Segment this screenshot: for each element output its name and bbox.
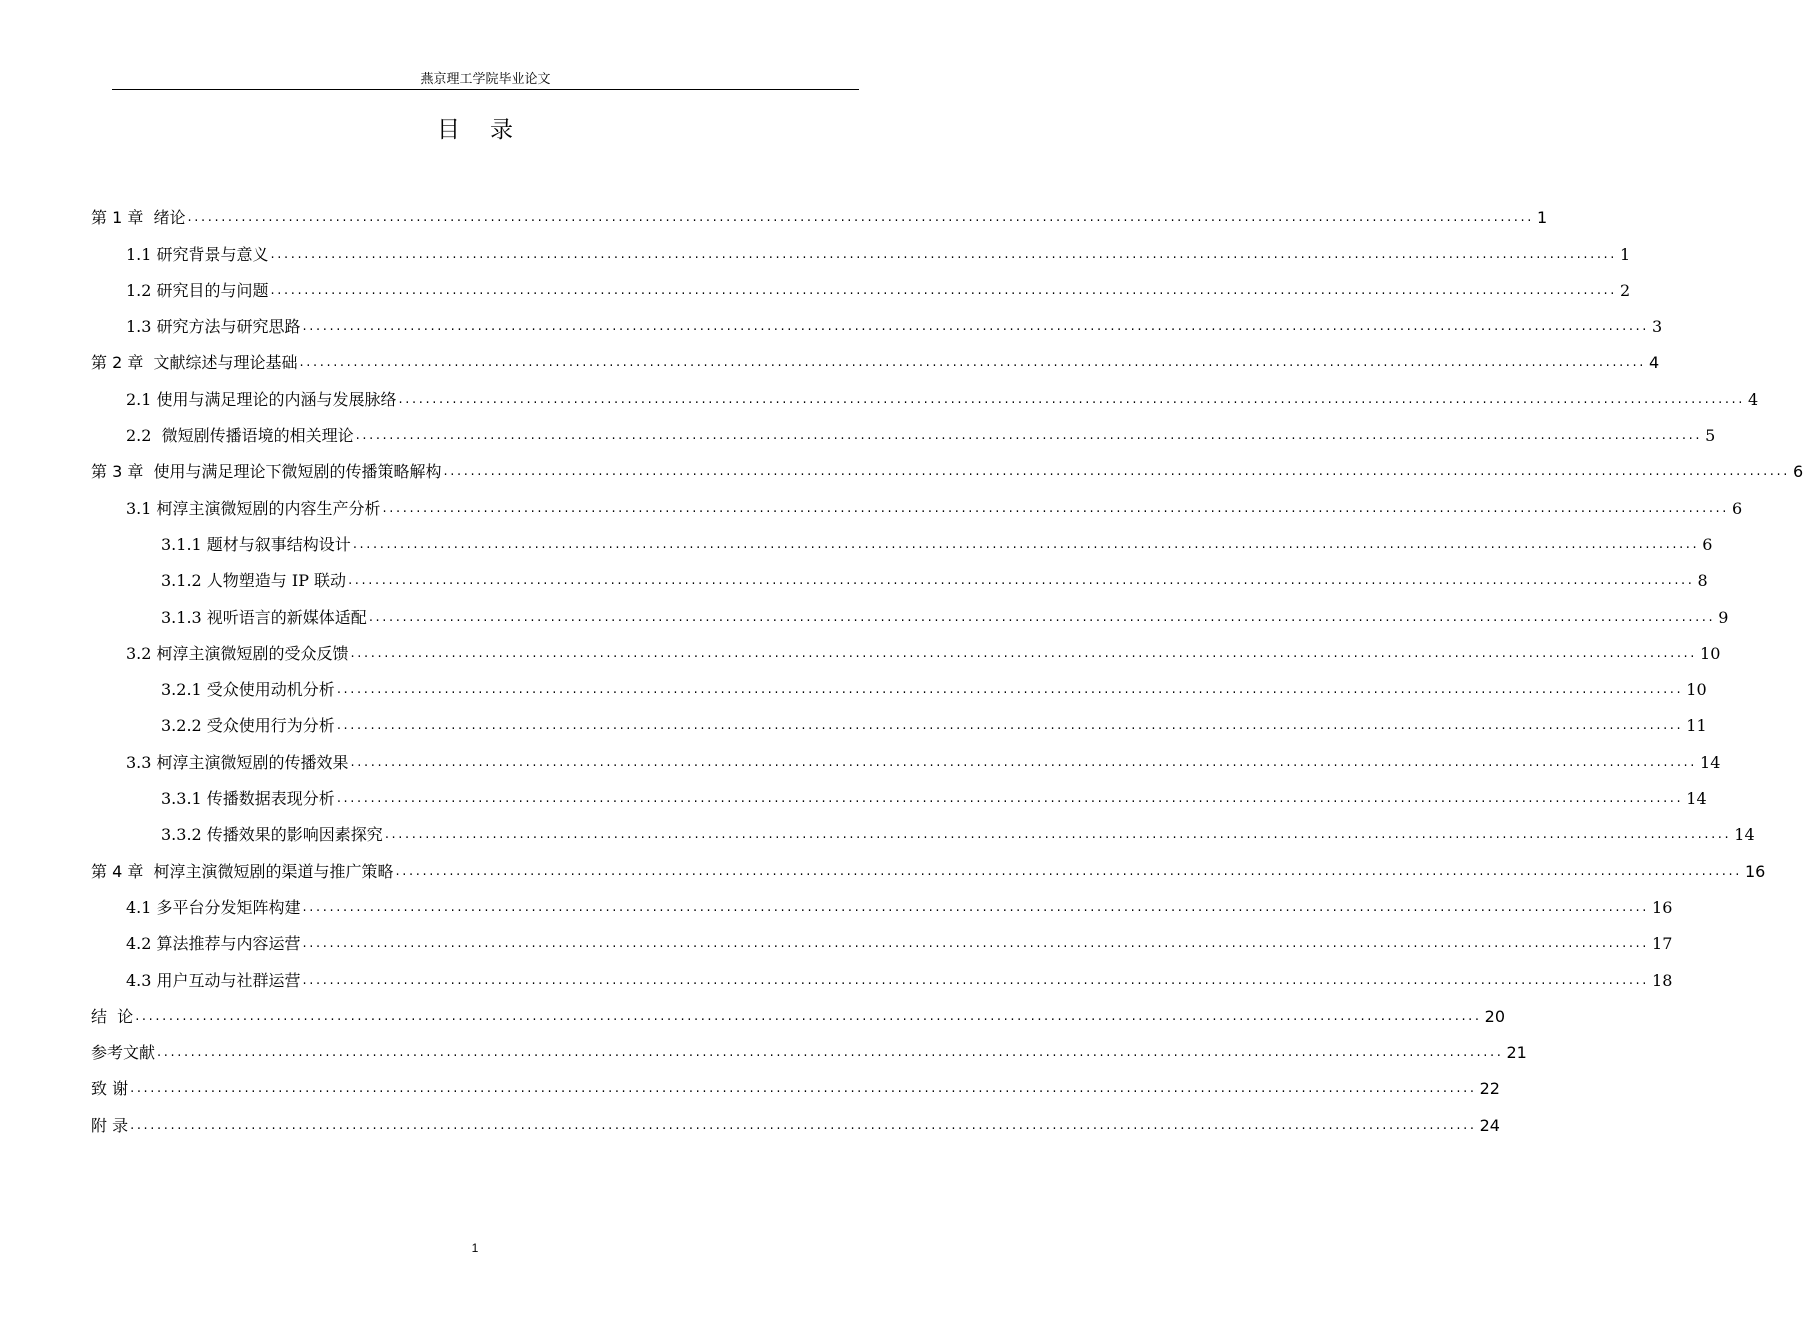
toc-entry[interactable]	[0, 960, 1673, 996]
toc-leader-dots: ........................................................................................................................................................................................................	[299, 355, 1646, 371]
toc-entry-page: 16	[1745, 861, 1766, 881]
toc-entry-page: 14	[1734, 825, 1755, 845]
toc-entry-page: 10	[1686, 680, 1707, 700]
toc-entry-page: 11	[1686, 716, 1707, 736]
toc-title: 目录	[437, 117, 543, 143]
table-of-contents	[0, 198, 1803, 1142]
toc-entry[interactable]	[0, 1105, 1500, 1141]
toc-entry[interactable]	[0, 742, 1721, 778]
toc-leader-dots: ........................................................................................................................................................................................................	[302, 972, 1650, 988]
toc-entry[interactable]	[0, 924, 1673, 960]
toc-entry-page: 14	[1700, 752, 1721, 772]
toc-entry-label: 1.3 研究方法与研究思路	[126, 317, 301, 337]
toc-entry-page: 1	[1620, 244, 1631, 264]
toc-entry[interactable]	[0, 851, 1766, 887]
toc-leader-dots: ........................................................................................................................................................................................................	[336, 718, 1684, 734]
toc-entry[interactable]	[0, 379, 1759, 415]
toc-leader-dots: ........................................................................................................................................................................................................	[187, 210, 1534, 226]
toc-entry-page: 8	[1697, 571, 1708, 591]
toc-leader-dots: ........................................................................................................................................................................................................	[130, 1117, 1477, 1133]
toc-entry-page: 16	[1652, 897, 1673, 917]
toc-entry-label: 3.2.1 受众使用动机分析	[161, 680, 335, 700]
toc-entry-label: 3.1 柯淳主演微短剧的内容生产分析	[126, 498, 381, 518]
toc-entry-label: 1.1 研究背景与意义	[126, 244, 269, 264]
toc-entry-page: 22	[1479, 1079, 1500, 1099]
toc-leader-dots: ........................................................................................................................................................................................................	[398, 391, 1746, 407]
toc-entry-page: 17	[1652, 934, 1673, 954]
toc-entry-page: 9	[1718, 607, 1729, 627]
toc-entry-label: 参考文献	[91, 1043, 156, 1063]
toc-entry[interactable]	[0, 706, 1707, 742]
toc-entry-label: 4.1 多平台分发矩阵构建	[126, 897, 301, 917]
toc-entry-label: 第 3 章 使用与满足理论下微短剧的传播策略解构	[91, 462, 442, 482]
page-number: 1	[471, 1241, 479, 1255]
toc-leader-dots: ........................................................................................................................................................................................................	[355, 428, 1703, 444]
toc-entry-label: 3.3 柯淳主演微短剧的传播效果	[126, 752, 349, 772]
toc-leader-dots: ........................................................................................................................................................................................................	[157, 1045, 1504, 1061]
toc-leader-dots: ........................................................................................................................................................................................................	[302, 936, 1650, 952]
toc-entry[interactable]	[0, 1033, 1527, 1069]
toc-entry-label: 3.3.2 传播效果的影响因素探究	[161, 825, 383, 845]
toc-entry-label: 3.1.3 视听语言的新媒体适配	[161, 607, 367, 627]
toc-leader-dots: ........................................................................................................................................................................................................	[135, 1008, 1482, 1024]
toc-entry[interactable]	[0, 888, 1673, 924]
toc-entry-page: 1	[1537, 208, 1548, 228]
toc-leader-dots: ........................................................................................................................................................................................................	[352, 536, 1700, 552]
toc-entry[interactable]	[0, 343, 1660, 379]
toc-leader-dots: ........................................................................................................................................................................................................	[350, 754, 1698, 770]
toc-entry-page: 5	[1705, 426, 1716, 446]
toc-leader-dots: ........................................................................................................................................................................................................	[302, 899, 1650, 915]
toc-entry[interactable]	[0, 271, 1631, 307]
toc-entry-page: 24	[1479, 1115, 1500, 1135]
toc-entry[interactable]	[0, 670, 1707, 706]
toc-entry-label: 第 4 章 柯淳主演微短剧的渠道与推广策略	[91, 861, 394, 881]
toc-leader-dots: ........................................................................................................................................................................................................	[443, 464, 1790, 480]
toc-leader-dots: ........................................................................................................................................................................................................	[336, 791, 1684, 807]
toc-entry-label: 致 谢	[91, 1079, 129, 1099]
toc-entry-label: 1.2 研究目的与问题	[126, 280, 269, 300]
toc-entry-label: 第 1 章 绪论	[91, 208, 186, 228]
toc-entry-label: 3.1.2 人物塑造与 IP 联动	[161, 571, 347, 591]
toc-entry-label: 3.2.2 受众使用行为分析	[161, 716, 335, 736]
toc-leader-dots: ........................................................................................................................................................................................................	[384, 827, 1732, 843]
toc-entry-page: 21	[1506, 1043, 1527, 1063]
toc-leader-dots: ........................................................................................................................................................................................................	[270, 246, 1618, 262]
toc-entry-page: 18	[1652, 970, 1673, 990]
toc-leader-dots: ........................................................................................................................................................................................................	[336, 682, 1684, 698]
toc-entry-page: 6	[1702, 534, 1713, 554]
toc-entry-label: 结 论	[91, 1006, 134, 1026]
toc-entry-page: 3	[1652, 317, 1663, 337]
toc-entry[interactable]	[0, 634, 1721, 670]
toc-entry-page: 14	[1686, 789, 1707, 809]
toc-entry-page: 2	[1620, 280, 1631, 300]
toc-entry[interactable]	[0, 452, 1803, 488]
toc-entry[interactable]	[0, 815, 1755, 851]
toc-entry-label: 3.1.1 题材与叙事结构设计	[161, 534, 351, 554]
toc-entry-label: 2.1 使用与满足理论的内涵与发展脉络	[126, 389, 397, 409]
toc-entry-page: 10	[1700, 643, 1721, 663]
toc-leader-dots: ........................................................................................................................................................................................................	[348, 573, 1695, 589]
toc-entry[interactable]	[0, 307, 1663, 343]
toc-entry[interactable]	[0, 525, 1713, 561]
toc-leader-dots: ........................................................................................................................................................................................................	[302, 319, 1650, 335]
toc-leader-dots: ........................................................................................................................................................................................................	[350, 645, 1698, 661]
toc-entry[interactable]	[0, 488, 1743, 524]
toc-entry-label: 3.2 柯淳主演微短剧的受众反馈	[126, 643, 349, 663]
toc-leader-dots: ........................................................................................................................................................................................................	[382, 500, 1730, 516]
toc-entry-page: 6	[1732, 498, 1743, 518]
toc-leader-dots: ........................................................................................................................................................................................................	[130, 1081, 1477, 1097]
toc-leader-dots: ........................................................................................................................................................................................................	[368, 609, 1716, 625]
toc-entry-label: 第 2 章 文献综述与理论基础	[91, 353, 298, 373]
toc-entry[interactable]	[0, 597, 1729, 633]
toc-entry-page: 4	[1748, 389, 1759, 409]
toc-leader-dots: ........................................................................................................................................................................................................	[395, 863, 1742, 879]
toc-entry-page: 20	[1484, 1006, 1506, 1026]
toc-entry-label: 4.3 用户互动与社群运营	[126, 970, 301, 990]
toc-entry[interactable]	[0, 1069, 1500, 1105]
toc-entry[interactable]	[0, 779, 1707, 815]
toc-entry-page: 4	[1649, 353, 1660, 373]
toc-entry[interactable]	[0, 997, 1506, 1033]
toc-entry[interactable]	[0, 198, 1548, 234]
toc-entry-label: 3.3.1 传播数据表现分析	[161, 789, 335, 809]
toc-entry-label: 附 录	[91, 1115, 129, 1135]
toc-entry[interactable]	[0, 416, 1716, 452]
toc-leader-dots: ........................................................................................................................................................................................................	[270, 282, 1618, 298]
toc-entry-label: 2.2 微短剧传播语境的相关理论	[126, 426, 354, 446]
toc-entry[interactable]	[0, 561, 1708, 597]
toc-entry-label: 4.2 算法推荐与内容运营	[126, 934, 301, 954]
toc-entry-page: 6	[1793, 462, 1803, 482]
toc-entry[interactable]	[0, 234, 1631, 270]
running-header: 燕京理工学院毕业论文	[112, 70, 859, 90]
